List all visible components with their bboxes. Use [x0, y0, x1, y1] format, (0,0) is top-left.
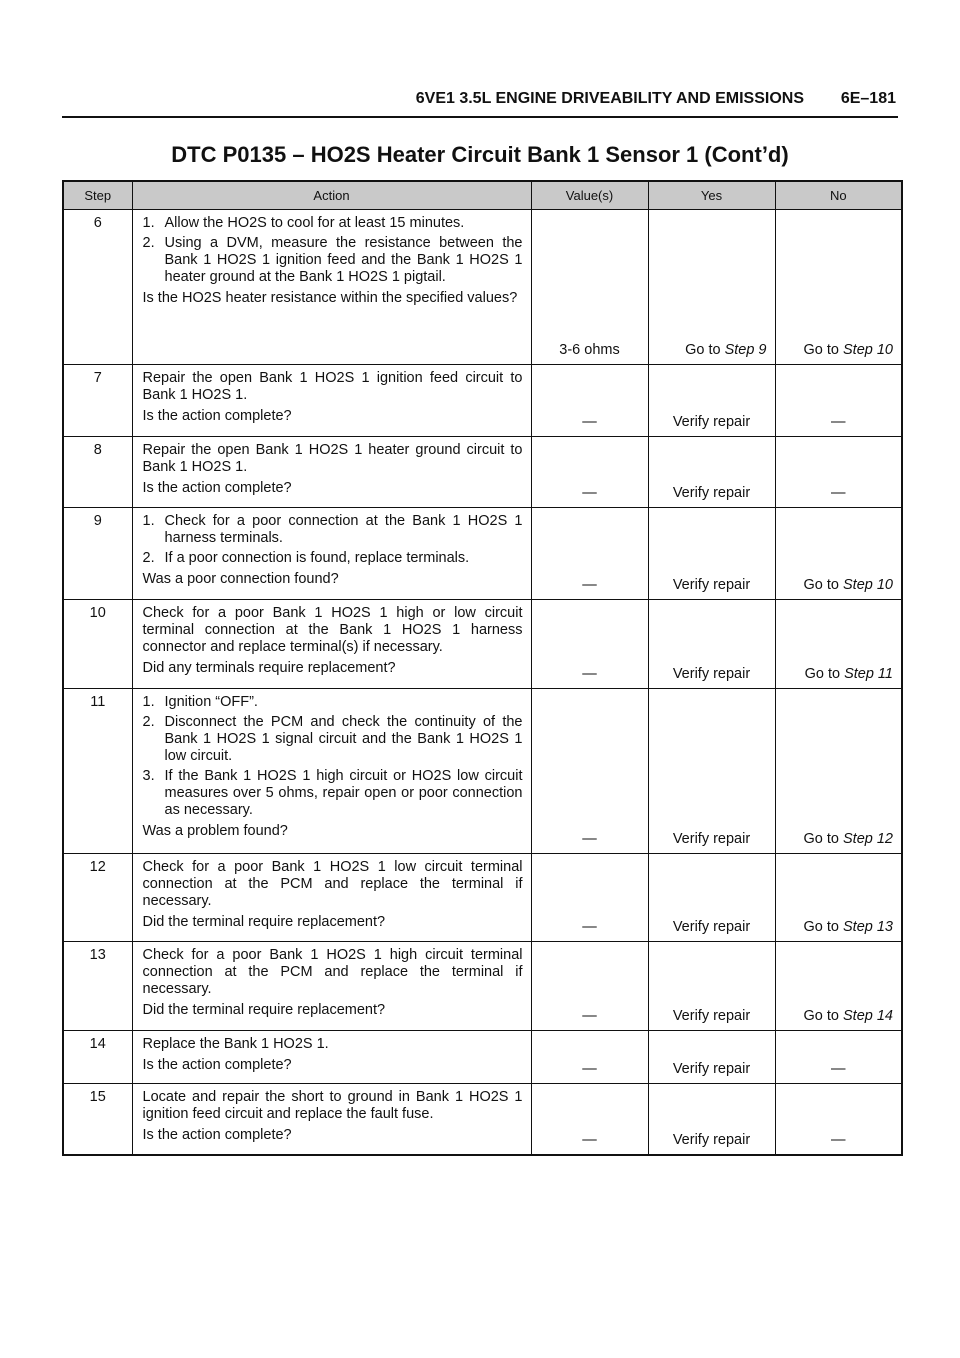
yes-cell: Verify repair [648, 508, 775, 600]
column-header-no: No [775, 181, 902, 210]
no-cell: — [775, 1084, 902, 1155]
item-text: Allow the HO2S to cool for at least 15 minutes. [164, 215, 465, 231]
no-cell [775, 689, 902, 854]
item-text: Check for a poor connection at the Bank 1 HO2S 1 harness terminals. [164, 513, 523, 546]
action-question: Is the action complete? [142, 1127, 292, 1143]
step-number: 12 [63, 854, 132, 942]
value-cell: — [531, 600, 648, 689]
item-text: If a poor connection is found, replace terminals. [164, 550, 470, 566]
yes-cell: Verify repair [648, 1031, 775, 1084]
action-item [143, 513, 523, 547]
item-text: Disconnect the PCM and check the continuity of the Bank 1 HO2S 1 signal circuit and the Bank 1 HO2S 1 low circuit. [164, 714, 523, 764]
goto-prefix: Go to [803, 831, 839, 847]
no-cell [775, 854, 902, 942]
action-text: Replace the Bank 1 HO2S 1. [142, 1036, 329, 1052]
step-number: 6 [63, 210, 132, 365]
action-question: Did any terminals require replacement? [142, 660, 396, 676]
step-reference: Step 13 [843, 919, 893, 935]
action-cell [132, 942, 531, 1031]
action-cell [132, 600, 531, 689]
yes-cell: Verify repair [648, 942, 775, 1031]
step-reference: Step 10 [843, 342, 893, 358]
value-cell: — [531, 1031, 648, 1084]
table-row [63, 1084, 902, 1155]
goto-prefix: Go to [803, 919, 839, 935]
action-question: Is the HO2S heater resistance within the specified values? [142, 290, 518, 306]
action-cell [132, 210, 531, 365]
table-row [63, 210, 902, 365]
action-cell [132, 437, 531, 508]
action-text: Repair the open Bank 1 HO2S 1 heater ground circuit to Bank 1 HO2S 1. [142, 442, 523, 475]
action-item [143, 235, 523, 286]
value-cell: 3-6 ohms [531, 210, 648, 365]
item-text: Using a DVM, measure the resistance between the Bank 1 HO2S 1 ignition feed and the Bank 1 HO2S 1 heater ground at the Bank 1 HO2S 1 pigtail. [164, 235, 523, 285]
action-item [143, 215, 523, 232]
action-cell [132, 1031, 531, 1084]
item-number: 2. [142, 235, 155, 251]
no-cell [775, 600, 902, 689]
page-number: 6E–181 [840, 90, 896, 107]
value-cell: — [531, 365, 648, 437]
table-row [63, 508, 902, 600]
yes-cell: Verify repair [648, 365, 775, 437]
column-header-yes: Yes [648, 181, 775, 210]
page-header [62, 88, 898, 118]
action-question: Did the terminal require replacement? [142, 1002, 386, 1018]
table-row [63, 1031, 902, 1084]
table-row [63, 365, 902, 437]
value-cell: — [531, 942, 648, 1031]
action-text: Check for a poor Bank 1 HO2S 1 low circuit terminal connection at the PCM and replace the terminal if necessary. [142, 859, 523, 909]
step-reference: Step 11 [844, 666, 893, 682]
item-number: 3. [142, 768, 155, 784]
action-question: Did the terminal require replacement? [142, 914, 386, 930]
action-cell [132, 1084, 531, 1155]
goto-prefix: Go to [803, 577, 839, 593]
step-number: 9 [63, 508, 132, 600]
value-cell: — [531, 1084, 648, 1155]
yes-cell: Verify repair [648, 689, 775, 854]
action-item [143, 714, 523, 765]
no-cell: — [775, 365, 902, 437]
action-item [143, 694, 523, 711]
item-number: 1. [142, 694, 155, 710]
item-number: 1. [142, 215, 155, 231]
action-cell [132, 508, 531, 600]
header-title: 6VE1 3.5L ENGINE DRIVEABILITY AND EMISSIONS [415, 90, 804, 107]
action-text: Check for a poor Bank 1 HO2S 1 high circuit terminal connection at the PCM and replace the terminal if necessary. [142, 947, 523, 997]
item-number: 2. [142, 714, 155, 730]
step-number: 11 [63, 689, 132, 854]
goto-prefix: Go to [685, 342, 721, 358]
action-cell [132, 689, 531, 854]
action-item [143, 550, 523, 567]
value-cell: — [531, 508, 648, 600]
table-header-row [63, 181, 902, 210]
item-text: If the Bank 1 HO2S 1 high circuit or HO2S low circuit measures over 5 ohms, repair open or poor connection as necessary. [164, 768, 523, 818]
action-question: Was a problem found? [142, 823, 288, 839]
value-cell: — [531, 854, 648, 942]
action-text: Locate and repair the short to ground in Bank 1 HO2S 1 ignition feed circuit and replace the fault fuse. [142, 1089, 523, 1122]
diagnostic-table [62, 180, 903, 1156]
table-row [63, 600, 902, 689]
column-header-action: Action [132, 181, 531, 210]
goto-prefix: Go to [803, 1008, 839, 1024]
table-row [63, 854, 902, 942]
step-reference: Step 9 [724, 342, 767, 358]
action-cell [132, 854, 531, 942]
action-text: Repair the open Bank 1 HO2S 1 ignition feed circuit to Bank 1 HO2S 1. [142, 370, 523, 403]
item-text: Ignition “OFF”. [164, 694, 258, 710]
yes-cell [648, 210, 775, 365]
value-cell: — [531, 437, 648, 508]
no-cell: — [775, 437, 902, 508]
goto-prefix: Go to [804, 666, 841, 682]
action-cell [132, 365, 531, 437]
goto-prefix: Go to [803, 342, 839, 358]
column-header-values: Value(s) [531, 181, 648, 210]
table-row [63, 437, 902, 508]
table-row [63, 942, 902, 1031]
step-number: 14 [63, 1031, 132, 1084]
value-cell: — [531, 689, 648, 854]
yes-cell: Verify repair [648, 600, 775, 689]
step-number: 13 [63, 942, 132, 1031]
item-number: 1. [142, 513, 155, 529]
yes-cell: Verify repair [648, 1084, 775, 1155]
step-number: 8 [63, 437, 132, 508]
no-cell: — [775, 1031, 902, 1084]
step-number: 15 [63, 1084, 132, 1155]
no-cell [775, 942, 902, 1031]
action-question: Is the action complete? [142, 408, 292, 424]
yes-cell: Verify repair [648, 854, 775, 942]
item-number: 2. [142, 550, 155, 566]
no-cell [775, 508, 902, 600]
action-question: Is the action complete? [142, 1057, 292, 1073]
step-number: 10 [63, 600, 132, 689]
no-cell [775, 210, 902, 365]
yes-cell: Verify repair [648, 437, 775, 508]
step-reference: Step 12 [843, 831, 893, 847]
document-title: DTC P0135 – HO2S Heater Circuit Bank 1 Sensor 1 (Cont’d) [171, 142, 789, 167]
column-header-step: Step [63, 181, 132, 210]
action-item [143, 768, 523, 819]
step-reference: Step 14 [843, 1008, 893, 1024]
action-text: Check for a poor Bank 1 HO2S 1 high or low circuit terminal connection at the Bank 1 HO2S 1 harness connector and replace terminal(s) if necessary. [142, 605, 523, 655]
action-question: Was a poor connection found? [142, 571, 339, 587]
table-row [63, 689, 902, 854]
step-number: 7 [63, 365, 132, 437]
action-question: Is the action complete? [142, 480, 292, 496]
step-reference: Step 10 [843, 577, 893, 593]
